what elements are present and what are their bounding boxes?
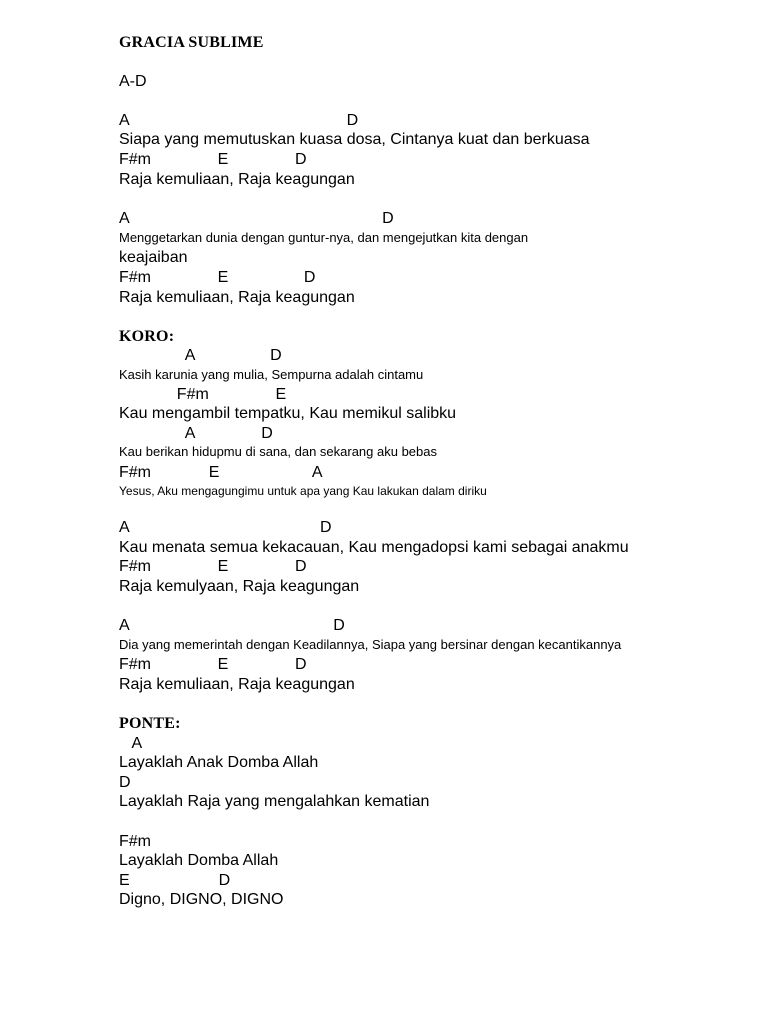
bridge-lyric-line-2: Layaklah Raja yang mengalahkan kematian xyxy=(119,793,430,810)
song-key: A-D xyxy=(119,73,147,90)
bridge-heading: PONTE: xyxy=(119,715,181,732)
song-title: GRACIA SUBLIME xyxy=(119,34,264,51)
verse4-chord-line-2: F#m E D xyxy=(119,656,307,673)
verse4-lyric-line-1: Dia yang memerintah dengan Keadilannya, Siapa yang bersinar dengan kecantikannya xyxy=(119,637,622,652)
verse2-lyric-line-1: Menggetarkan dunia dengan guntur-nya, dan mengejutkan kita dengan xyxy=(119,230,529,245)
chorus-chord-line-3: A D xyxy=(119,425,273,442)
chorus-heading: KORO: xyxy=(119,328,175,345)
chorus-lyric-line-4: Yesus, Aku mengagungimu untuk apa yang Kau lakukan dalam diriku xyxy=(119,484,487,498)
verse2-lyric-line-1-cont: keajaiban xyxy=(119,249,188,266)
bridge-chord-line-3: F#m xyxy=(119,833,151,850)
verse4-chord-line-1: A D xyxy=(119,617,345,634)
bridge-chord-line-1: A xyxy=(119,735,143,752)
verse2-chord-line-1: A D xyxy=(119,210,394,227)
verse2-lyric-line-2: Raja kemuliaan, Raja keagungan xyxy=(119,289,355,306)
verse3-chord-line-1: A D xyxy=(119,519,332,536)
chorus-chord-line-2: F#m E xyxy=(119,386,287,403)
chorus-chord-line-1: A D xyxy=(119,347,282,364)
bridge-lyric-line-3: Layaklah Domba Allah xyxy=(119,852,279,869)
verse2-chord-line-2: F#m E D xyxy=(119,269,316,286)
chorus-lyric-line-1: Kasih karunia yang mulia, Sempurna adalah cintamu xyxy=(119,367,424,382)
chorus-lyric-line-2: Kau mengambil tempatku, Kau memikul salibku xyxy=(119,405,457,422)
bridge-lyric-line-1: Layaklah Anak Domba Allah xyxy=(119,754,319,771)
bridge-chord-line-4: E D xyxy=(119,872,231,889)
bridge-lyric-line-4: Digno, DIGNO, DIGNO xyxy=(119,891,284,908)
verse3-lyric-line-1: Kau menata semua kekacauan, Kau mengadopsi kami sebagai anakmu xyxy=(119,539,629,556)
verse3-lyric-line-2: Raja kemulyaan, Raja keagungan xyxy=(119,578,360,595)
verse1-chord-line-1: A D xyxy=(119,112,359,129)
chorus-lyric-line-3: Kau berikan hidupmu di sana, dan sekarang aku bebas xyxy=(119,444,437,459)
verse1-chord-line-2: F#m E D xyxy=(119,151,307,168)
verse1-lyric-line-2: Raja kemuliaan, Raja keagungan xyxy=(119,171,355,188)
verse3-chord-line-2: F#m E D xyxy=(119,558,307,575)
verse1-lyric-line-1: Siapa yang memutuskan kuasa dosa, Cintanya kuat dan berkuasa xyxy=(119,131,590,148)
chorus-chord-line-4: F#m E A xyxy=(119,464,323,481)
verse4-lyric-line-2: Raja kemuliaan, Raja keagungan xyxy=(119,676,355,693)
bridge-chord-line-2: D xyxy=(119,774,131,791)
